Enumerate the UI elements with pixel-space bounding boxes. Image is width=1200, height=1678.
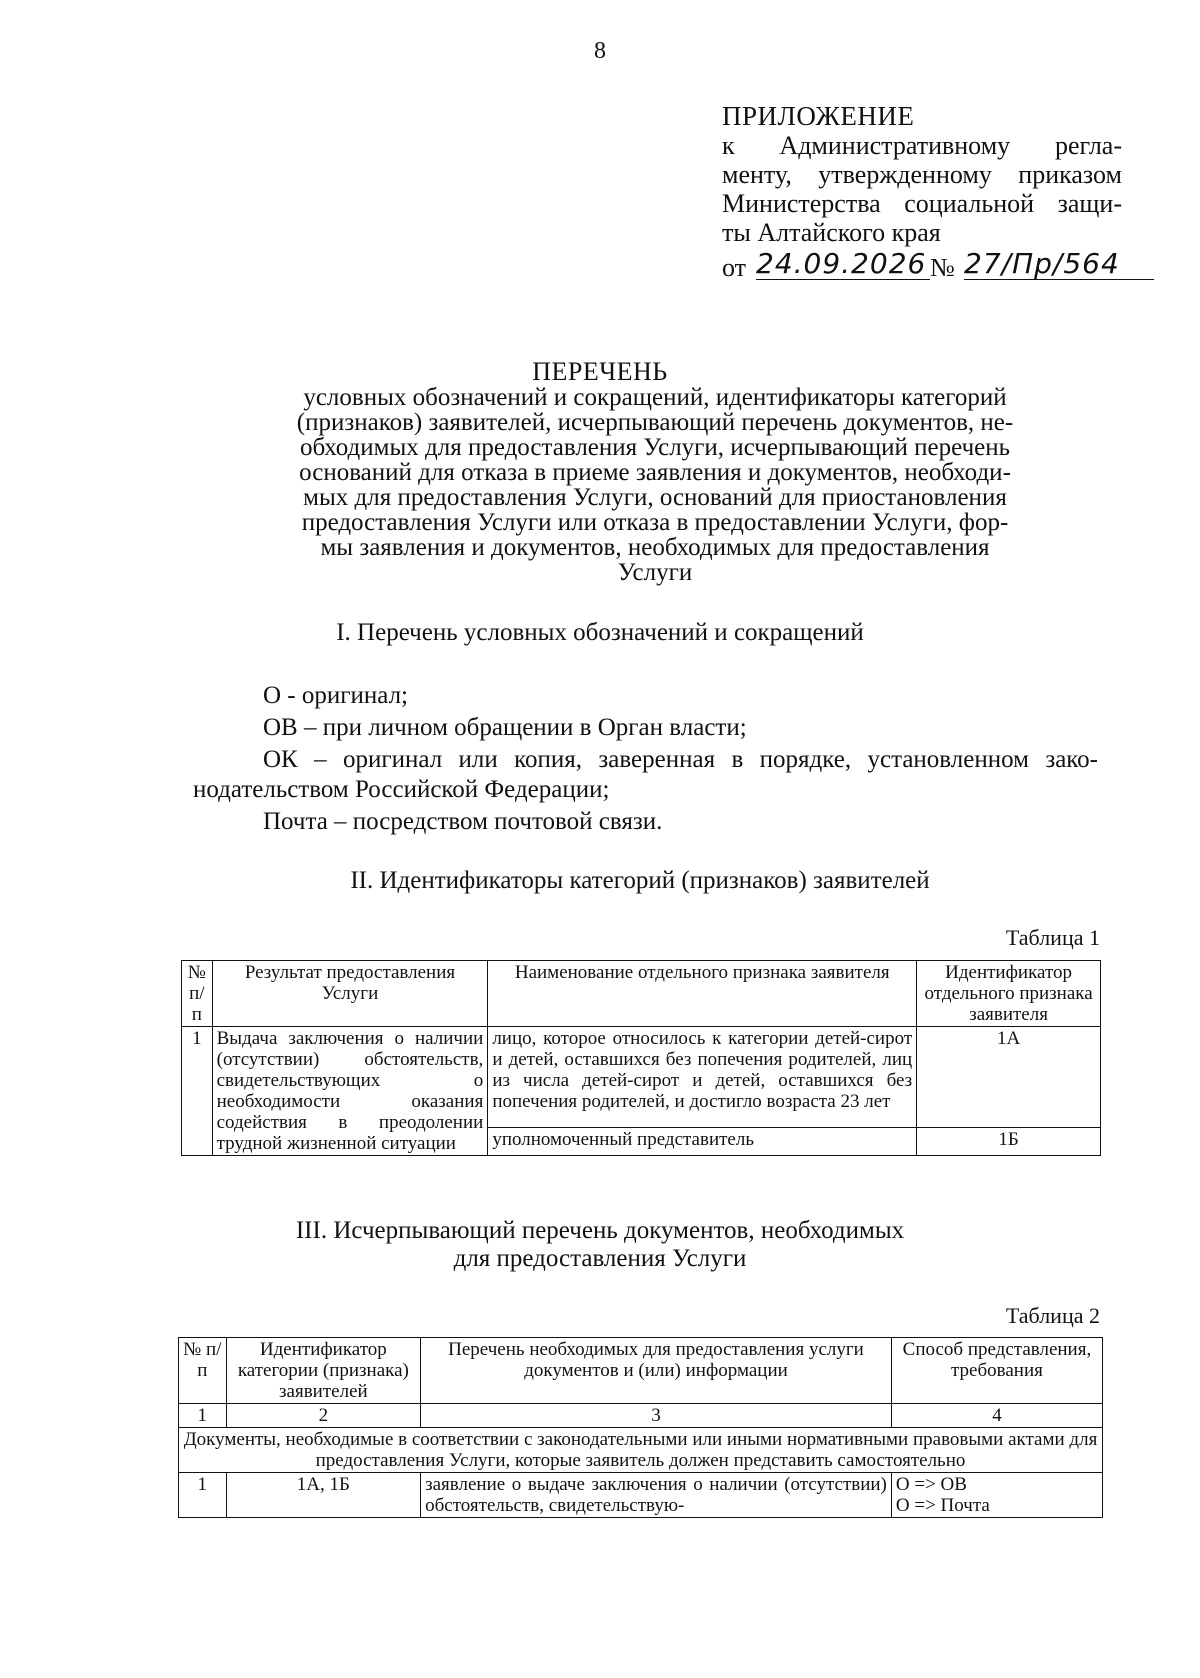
subheading-line: Услуги bbox=[617, 559, 693, 586]
from-label: от bbox=[722, 253, 747, 282]
method-line: О => Почта bbox=[895, 1495, 990, 1516]
table-header-row bbox=[179, 1338, 1103, 1404]
group-row-text: Документы, необходимые в соответствии с законодательными или иными нормативными правовыми актами для предоставления Услуги, которые заявитель должен представить самостоятельно bbox=[179, 1428, 1103, 1473]
subheading-line: (признаков) заявителей, исчерпывающий перечень документов, не- bbox=[296, 409, 1014, 436]
col-number: 2 bbox=[226, 1404, 421, 1428]
table-header-row bbox=[182, 961, 1101, 1027]
cell-feature: лицо, которое относилось к категории детей-сирот и детей, оставшихся без попечения родителей, лиц из числа детей-сирот и детей, оставшихся без попечения родителей, и достигло возраста 23 лет bbox=[488, 1027, 917, 1128]
cell-no: 1 bbox=[182, 1027, 213, 1156]
appendix-line: ты Алтайского края bbox=[722, 218, 941, 247]
subheading-line: мы заявления и документов, необходимых для предоставления bbox=[320, 534, 990, 561]
header-category: Идентификатор категории (признака) заявителей bbox=[226, 1338, 421, 1404]
cell-category: 1А, 1Б bbox=[226, 1473, 421, 1518]
col-number: 4 bbox=[891, 1404, 1102, 1428]
document-heading: ПЕРЕЧЕНЬ bbox=[532, 357, 668, 386]
document-subheading bbox=[270, 385, 1040, 585]
appendix-title: ПРИЛОЖЕНИЕ bbox=[722, 101, 915, 131]
subheading-line: обходимых для предоставления Услуги, исчерпывающий перечень bbox=[299, 434, 1011, 461]
table-row bbox=[179, 1473, 1103, 1518]
cell-no: 1 bbox=[179, 1473, 227, 1518]
group-row bbox=[179, 1428, 1103, 1473]
handwritten-number: 27/Пр/564 bbox=[964, 249, 1154, 280]
appendix-line: к Административному регла- bbox=[722, 131, 1122, 160]
page-number: 8 bbox=[594, 38, 606, 64]
header-no: № п/п bbox=[179, 1338, 227, 1404]
section-3-title-line: III. Исчерпывающий перечень документов, необходимых bbox=[295, 1217, 905, 1244]
appendix-block bbox=[722, 102, 1122, 283]
table-2 bbox=[178, 1337, 1103, 1518]
cell-result: Выдача заключения о наличии (отсутствии) обстоятельств, свидетельствующих о необходимости оказания содействия в преодолении трудной жизненной ситуации bbox=[212, 1027, 488, 1156]
section-2-title: II. Идентификаторы категорий (признаков) заявителей bbox=[350, 867, 930, 894]
section-1-title: I. Перечень условных обозначений и сокращений bbox=[336, 619, 864, 646]
abbr-in-person: ОВ – при личном обращении в Орган власти; bbox=[263, 714, 747, 741]
col-number: 3 bbox=[421, 1404, 892, 1428]
order-reference bbox=[722, 249, 1122, 283]
number-label: № bbox=[930, 253, 955, 282]
subheading-line: условных обозначений и сокращений, идентификаторы категорий bbox=[303, 384, 1007, 411]
appendix-line: Министерства социальной защи- bbox=[722, 189, 1122, 218]
section-3-title-line: для предоставления Услуги bbox=[453, 1245, 747, 1272]
abbr-original: О - оригинал; bbox=[263, 682, 409, 709]
subheading-line: мых для предоставления Услуги, оснований для приостановления bbox=[303, 484, 1007, 511]
header-method: Способ представления, требования bbox=[891, 1338, 1102, 1404]
table-2-caption: Таблица 2 bbox=[1005, 1303, 1100, 1328]
cell-identifier: 1А bbox=[917, 1027, 1101, 1128]
header-documents: Перечень необходимых для предоставления услуги документов и (или) информации bbox=[421, 1338, 892, 1404]
cell-feature: уполномоченный представитель bbox=[488, 1128, 917, 1156]
table-1 bbox=[181, 960, 1101, 1156]
cell-identifier: 1Б bbox=[917, 1128, 1101, 1156]
appendix-line: менту, утвержденному приказом bbox=[722, 160, 1122, 189]
header-feature: Наименование отдельного признака заявителя bbox=[488, 961, 917, 1027]
table-1-caption: Таблица 1 bbox=[1005, 925, 1100, 950]
abbr-original-or-copy: ОК – оригинал или копия, заверенная в порядке, установленном зако- bbox=[263, 746, 1098, 773]
col-number: 1 bbox=[179, 1404, 227, 1428]
cell-documents: заявление о выдаче заключения о наличии (отсутствии) обстоятельств, свидетельствую- bbox=[421, 1473, 892, 1518]
abbr-original-or-copy-cont: нодательством Российской Федерации; bbox=[193, 776, 610, 803]
column-number-row bbox=[179, 1404, 1103, 1428]
header-result: Результат предоставления Услуги bbox=[212, 961, 488, 1027]
header-no: № п/п bbox=[182, 961, 213, 1027]
cell-method bbox=[891, 1473, 1102, 1518]
section-3-title bbox=[0, 1217, 1200, 1273]
method-line: О => ОВ bbox=[895, 1474, 967, 1495]
abbr-mail: Почта – посредством почтовой связи. bbox=[263, 808, 663, 835]
handwritten-date: 24.09.2026 bbox=[756, 249, 930, 280]
table-row bbox=[182, 1027, 1101, 1128]
subheading-line: предоставления Услуги или отказа в предоставлении Услуги, фор- bbox=[301, 509, 1009, 536]
subheading-line: оснований для отказа в приеме заявления и документов, необходи- bbox=[299, 459, 1011, 486]
header-identifier: Идентификатор отдельного признака заявителя bbox=[917, 961, 1101, 1027]
